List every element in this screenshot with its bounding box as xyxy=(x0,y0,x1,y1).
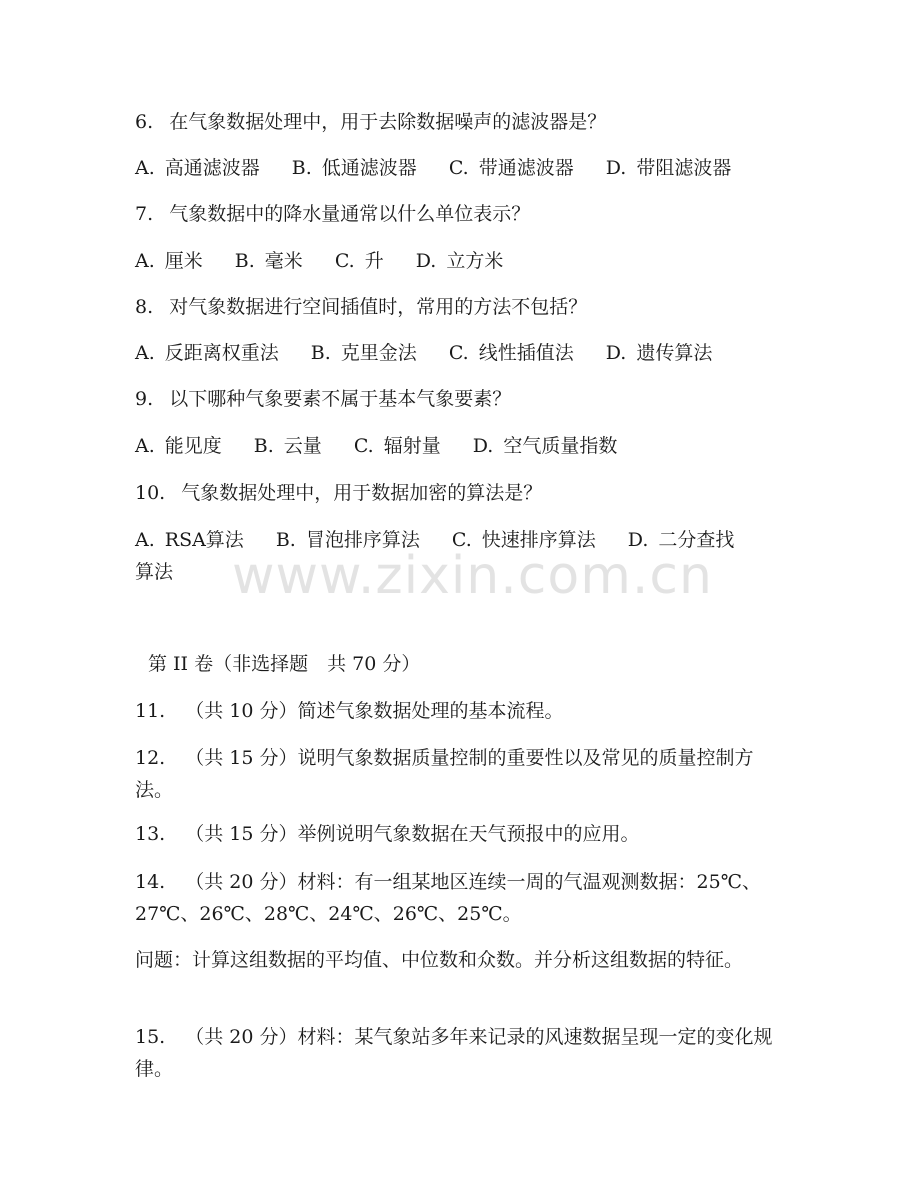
question-9-options xyxy=(135,432,617,460)
option-d: D. 遗传算法 xyxy=(605,342,713,364)
option-b: B. 冒泡排序算法 xyxy=(275,529,420,551)
question-8 xyxy=(135,293,587,321)
question-8-options xyxy=(135,339,712,367)
question-12 xyxy=(135,742,780,806)
question-14-problem xyxy=(135,944,780,976)
question-number: 11. xyxy=(135,700,166,722)
question-text: （共 15 分）说明气象数据质量控制的重要性以及常见的质量控制方法。 xyxy=(135,747,754,801)
question-number: 15. xyxy=(135,1026,166,1048)
option-a: A. 能见度 xyxy=(135,435,222,457)
option-c: C. 升 xyxy=(334,250,384,272)
option-d: D. 二分查找 xyxy=(627,529,735,551)
option-a: A. RSA算法 xyxy=(135,529,244,551)
question-text: 以下哪种气象要素不属于基本气象要素？ xyxy=(169,388,512,410)
question-7 xyxy=(135,200,530,228)
question-number: 14. xyxy=(135,871,166,893)
question-text: （共 20 分）材料：某气象站多年来记录的风速数据呈现一定的变化规律。 xyxy=(135,1026,773,1080)
option-b: B. 毫米 xyxy=(234,250,303,272)
question-15 xyxy=(135,1021,780,1085)
option-d: D. 带阻滤波器 xyxy=(605,157,732,179)
option-b: B. 低通滤波器 xyxy=(291,157,417,179)
question-7-options xyxy=(135,247,503,275)
question-number: 12. xyxy=(135,747,166,769)
question-number: 6. xyxy=(135,111,154,133)
question-number: 13. xyxy=(135,823,166,845)
question-6-options xyxy=(135,154,731,182)
question-6 xyxy=(135,108,606,136)
question-11 xyxy=(135,697,564,725)
option-c: C. 快速排序算法 xyxy=(451,529,596,551)
option-d: D. 立方米 xyxy=(415,250,504,272)
question-text: 问题：计算这组数据的平均值、中位数和众数。并分析这组数据的特征。 xyxy=(135,949,744,971)
question-10-options xyxy=(135,526,734,554)
question-text: 在气象数据处理中，用于去除数据噪声的滤波器是？ xyxy=(169,111,607,133)
option-c: C. 辐射量 xyxy=(353,435,441,457)
question-10-options-continued: 算法 xyxy=(135,561,174,583)
option-b: B. 云量 xyxy=(253,435,322,457)
question-text: （共 10 分）简述气象数据处理的基本流程。 xyxy=(185,700,564,722)
question-text: 对气象数据进行空间插值时，常用的方法不包括？ xyxy=(169,296,588,318)
question-number: 8. xyxy=(135,296,154,318)
section-title: 第 II 卷（非选择题 共 70 分） xyxy=(148,653,421,675)
question-text: 气象数据处理中，用于数据加密的算法是？ xyxy=(181,482,543,504)
question-13 xyxy=(135,820,640,848)
option-d: D. 空气质量指数 xyxy=(472,435,618,457)
question-number: 9. xyxy=(135,388,154,410)
option-c: C. 线性插值法 xyxy=(448,342,574,364)
question-text: （共 20 分）材料：有一组某地区连续一周的气温观测数据：25℃、27℃、26℃、28℃、24℃、26℃、25℃。 xyxy=(135,871,761,925)
question-number: 10. xyxy=(135,482,166,504)
option-a: A. 厘米 xyxy=(135,250,203,272)
question-text: 气象数据中的降水量通常以什么单位表示？ xyxy=(169,203,531,225)
question-14 xyxy=(135,866,780,930)
question-number: 7. xyxy=(135,203,154,225)
option-c: C. 带通滤波器 xyxy=(448,157,574,179)
option-a: A. 反距离权重法 xyxy=(135,342,279,364)
watermark: www.zixin.com.cn xyxy=(232,546,713,606)
question-9 xyxy=(135,385,511,413)
question-text: （共 15 分）举例说明气象数据在天气预报中的应用。 xyxy=(185,823,640,845)
option-b: B. 克里金法 xyxy=(310,342,417,364)
question-10 xyxy=(135,479,542,507)
option-a: A. 高通滤波器 xyxy=(135,157,260,179)
